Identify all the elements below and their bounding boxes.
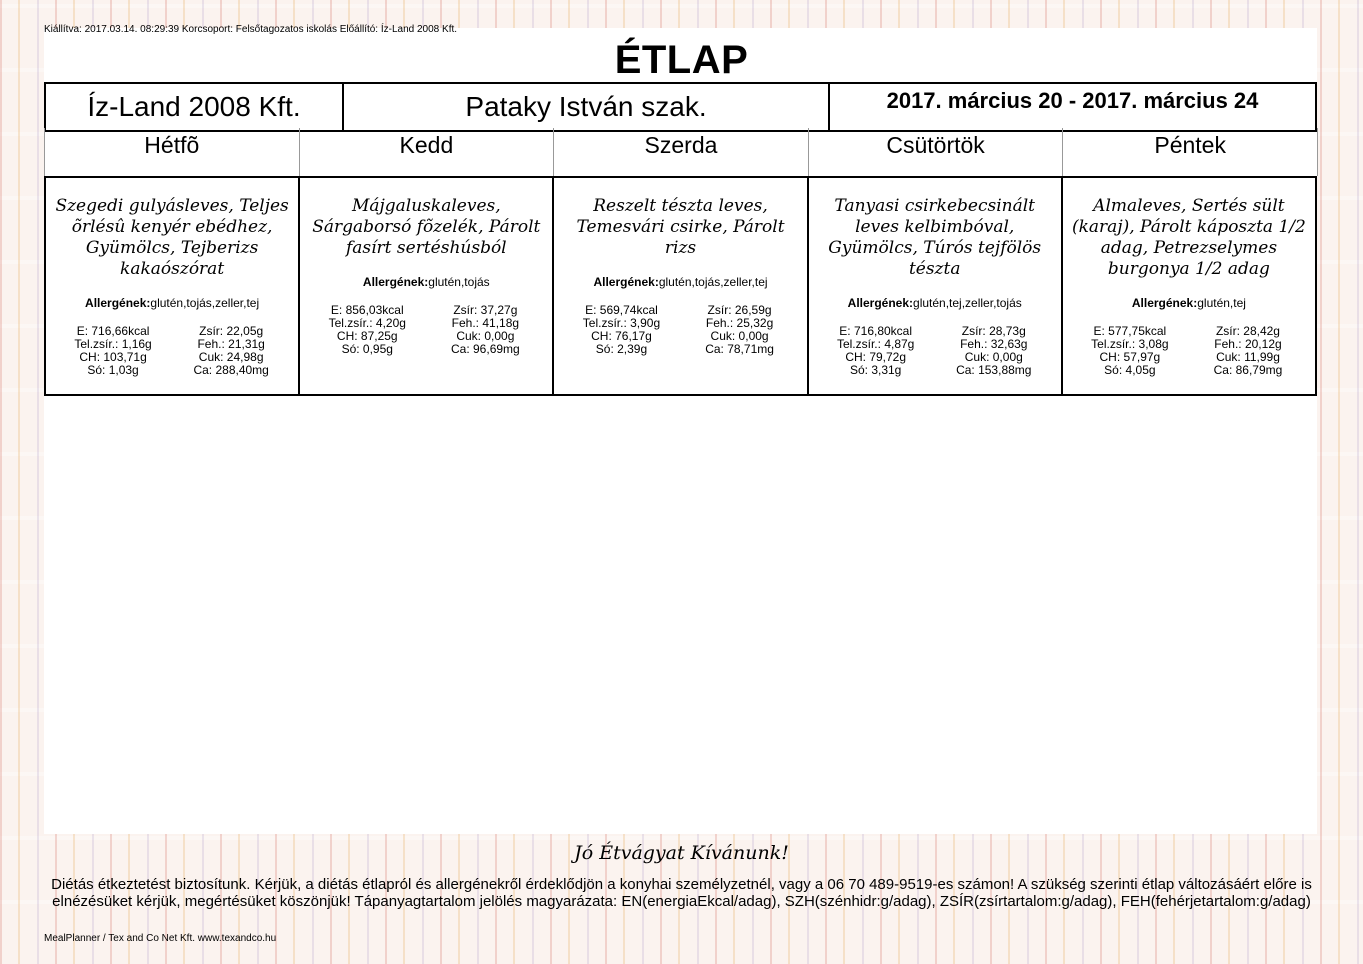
nutrition-right [172,325,290,377]
nutrition-sat-fat: Tel.zsír.: 4,87g [836,337,915,351]
allergen-line [817,296,1053,310]
menu-row [44,176,1317,396]
nutrition-salt: Só: 0,95g [341,342,393,356]
nutrition-fat: Zsír: 26,59g [707,303,772,317]
menu-cell-thursday [809,178,1063,394]
nutrition-sat-fat: Tel.zsír.: 3,90g [582,316,661,330]
nutrition-block [1071,325,1307,377]
nutrition-carbs: CH: 87,25g [336,329,398,343]
footer-wish: Jó Étvágyat Kívánunk! [574,842,789,864]
nutrition-carbs: CH: 79,72g [845,350,907,364]
nutrition-carbs: CH: 76,17g [591,329,652,343]
nutrition-fat: Zsír: 22,05g [199,324,264,338]
page-title: ÉTLAP [614,38,749,82]
nutrition-block [308,304,544,356]
allergen-line [308,275,544,289]
day-name-thursday: Csütörtök [809,128,1064,176]
nutrition-right [1189,325,1307,377]
dish-text: Almaleves, Sertés sült (karaj), Párolt káposzta 1/2 adag, Petrezselymes burgonya 1/2 adag [1071,196,1306,279]
nutrition-left [54,325,172,377]
nutrition-salt: Só: 2,39g [595,342,648,356]
footer-credit: MealPlanner / Tex and Co Net Kft. www.texandco.hu [44,933,277,944]
nutrition-block [817,325,1053,377]
nutrition-sugar: Cuk: 24,98g [198,350,264,364]
day-name-wednesday: Szerda [554,128,809,176]
nutrition-protein: Feh.: 20,12g [1214,337,1282,351]
nutrition-right [935,325,1053,377]
nutrition-calcium: Ca: 288,40mg [193,363,269,377]
nutrition-left [562,304,680,356]
issued-line: Kiállítva: 2017.03.14. 08:29:39 Korcsoport: Felsőtagozatos iskolás Előállító: Íz-Land 2008 Kft. [44,24,458,35]
nutrition-energy: E: 577,75kcal [1093,324,1167,338]
nutrition-protein: Feh.: 41,18g [451,316,520,330]
nutrition-left [1071,325,1189,377]
header-table [44,82,1317,132]
nutrition-left [308,304,426,356]
menu-cell-wednesday [554,178,808,394]
nutrition-protein: Feh.: 21,31g [197,337,265,351]
nutrition-sat-fat: Tel.zsír.: 3,08g [1091,337,1169,351]
nutrition-calcium: Ca: 86,79mg [1213,363,1283,377]
date-range: 2017. március 20 - 2017. március 24 [829,83,1316,131]
nutrition-salt: Só: 1,03g [87,363,139,377]
dish-text: Tanyasi csirkebecsinált leves kelbimbóval, Gyümölcs, Túrós tejfölös tészta [828,196,1042,279]
nutrition-fat: Zsír: 28,42g [1215,324,1280,338]
allergen-label: Allergének: [362,275,429,289]
nutrition-energy: E: 716,80kcal [839,324,913,338]
nutrition-carbs: CH: 57,97g [1099,350,1161,364]
dish-text: Szegedi gulyásleves, Teljes õrlésû kenyér ebédhez, Gyümölcs, Tejberizs kakaószórat [55,196,289,279]
footer-notice: Diétás étkeztetést biztosítunk. Kérjük, a diétás étlapról és allergénekről érdeklődjön a konyhai személyzetnél, vagy a 06 70 489-9519-es számon! A szükség szerinti étlap változásáért előre is elnézésüket kérjük, megértésüket köszönjük! Tápanyagtartalom jelölés magyarázata: EN(energiaEkcal/adag), SZH(szénhidr:g/adag), ZSÍR(zsírtartalom:g/adag), FEH(fehérjetartalom:g/adag) [51,876,1312,910]
nutrition-protein: Feh.: 32,63g [960,337,1028,351]
day-header-row [44,128,1318,176]
allergen-line [54,296,290,310]
nutrition-salt: Só: 4,05g [1104,363,1156,377]
allergen-list: glutén,tojás,zeller,tej [658,275,768,289]
nutrition-energy: E: 856,03kcal [330,303,404,317]
day-name-friday: Péntek [1063,128,1318,176]
allergen-line [562,275,798,289]
nutrition-carbs: CH: 103,71g [79,350,147,364]
nutrition-calcium: Ca: 96,69mg [451,342,520,356]
nutrition-sugar: Cuk: 0,00g [964,350,1023,364]
allergen-line [1071,296,1307,310]
nutrition-sugar: Cuk: 0,00g [456,329,515,343]
nutrition-calcium: Ca: 153,88mg [956,363,1032,377]
nutrition-protein: Feh.: 25,32g [705,316,774,330]
nutrition-fat: Zsír: 37,27g [453,303,518,317]
allergen-label: Allergének: [85,296,151,310]
nutrition-fat: Zsír: 28,73g [961,324,1026,338]
nutrition-block [54,325,290,377]
company-name: Íz-Land 2008 Kft. [45,83,343,131]
allergen-list: glutén,tojás [428,275,490,289]
nutrition-sat-fat: Tel.zsír.: 4,20g [328,316,406,330]
day-name-tuesday: Kedd [300,128,555,176]
allergen-label: Allergének: [593,275,659,289]
menu-cell-tuesday [300,178,554,394]
dish-text: Májgaluskaleves, Sárgaborsó fõzelék, Párolt fasírt sertéshúsból [312,196,541,258]
day-name-monday: Hétfõ [45,128,300,176]
allergen-list: glutén,tej,zeller,tojás [913,296,1022,310]
nutrition-calcium: Ca: 78,71mg [705,342,774,356]
nutrition-energy: E: 569,74kcal [585,303,658,317]
school-name: Pataky István szak. [343,83,829,131]
allergen-label: Allergének: [847,296,914,310]
allergen-list: glutén,tej [1197,296,1246,310]
nutrition-sugar: Cuk: 11,99g [1216,350,1280,364]
nutrition-right [681,304,799,356]
menu-cell-monday [46,178,300,394]
nutrition-block [562,304,798,356]
nutrition-right [426,304,544,356]
allergen-label: Allergének: [1131,296,1198,310]
nutrition-salt: Só: 3,31g [849,363,902,377]
allergen-list: glutén,tojás,zeller,tej [150,296,260,310]
nutrition-sugar: Cuk: 0,00g [710,329,769,343]
nutrition-energy: E: 716,66kcal [76,324,150,338]
menu-cell-friday [1063,178,1317,394]
nutrition-left [817,325,935,377]
nutrition-sat-fat: Tel.zsír.: 1,16g [74,337,152,351]
dish-text: Reszelt tészta leves, Temesvári csirke, Párolt rizs [576,196,785,258]
